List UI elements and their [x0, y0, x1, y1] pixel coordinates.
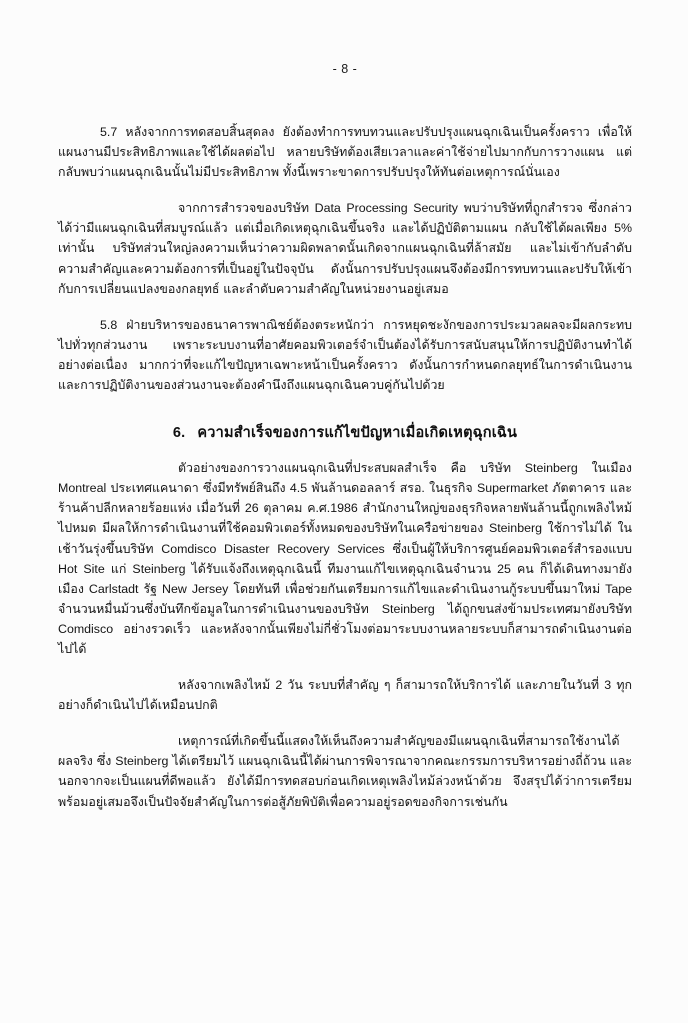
paragraph-text: ตัวอย่างของการวางแผนฉุกเฉินที่ประสบผลสำเร็จ คือ บริษัท Steinberg ในเมือง Montreal ประเทศแคนาดา ซึ่งมีทรัพย์สินถึง 4.5 พันล้านดอลลาร์ สรอ. ในธุรกิจ Supermarket ภัตตาคาร และร้านค้าปลีกหลายร้อยแห่ง เมื่อวันที่ 26 ตุลาคม ค.ศ.1986 สำนักงานใหญ่ของธุรกิจหลายพันล้านนี้ถูกเพลิงไหม้ไปหมด มีผลให้การดำเนินงานที่ใช้คอมพิวเตอร์ทั้งหมดของบริษัทในเครือข่ายของ Steinberg ใช้การไม่ได้ ในเช้าวันรุ่งขึ้นบริษัท Comdisco Disaster Recovery Services ซึ่งเป็นผู้ให้บริการศูนย์คอมพิวเตอร์สำรองแบบ Hot Site แก่ Steinberg ได้รับแจ้งถึงเหตุฉุกเฉินนี้ ทีมงานแก้ไขเหตุฉุกเฉินจำนวน 25 คน ก็ได้เดินทางมายังเมือง Carlstadt รัฐ New Jersey โดยทันที เพื่อช่วยกันเตรียมการแก้ไขและดำเนินงานกู้ระบบขึ้นมาใหม่ Tape จำนวนหมื่นม้วนซึ่งบันทึกข้อมูลในการดำเนินงานของบริษัท Steinberg ได้ถูกขนส่งข้ามประเทศมายังบริษัท Comdisco อย่างรวดเร็ว และหลังจากนั้นเพียงไม่กี่ชั่วโมงต่อมาระบบงานหลายระบบก็สามารถดำเนินงานต่อไปได้: [58, 461, 632, 656]
paragraph-conclusion: [58, 731, 632, 811]
paragraph-5-8: [58, 315, 632, 395]
paragraph-text: หลังจากเพลิงไหม้ 2 วัน ระบบที่สำคัญ ๆ ก็สามารถให้บริการได้ และภายในวันที่ 3 ทุกอย่างก็ดำเนินไปได้เหมือนปกติ: [58, 678, 632, 713]
paragraph-steinberg-case: [58, 458, 632, 659]
section-number: 6.: [172, 425, 186, 442]
paragraph-text: จากการสำรวจของบริษัท Data Processing Security พบว่าบริษัทที่ถูกสำรวจ ซึ่งกล่าวได้ว่ามีแผนฉุกเฉินที่สมบูรณ์แล้ว แต่เมื่อเกิดเหตุฉุกเฉินขึ้นจริง และได้ปฏิบัติตามแผน กลับใช้ได้ผลเพียง 5% เท่านั้น บริษัทส่วนใหญ่ลงความเห็นว่าความผิดพลาดนั้นเกิดจากแผนฉุกเฉินที่ล้าสมัย และไม่เข้ากับลำดับความสำคัญและความต้องการที่เป็นอยู่ในปัจจุบัน ดังนั้นการปรับปรุงแผนจึงต้องมีการทบทวนและปรับให้เข้ากับการเปลี่ยนแปลงของกลยุทธ์ และลำดับความสำคัญในหน่วยงานอยู่เสมอ: [58, 201, 632, 296]
section-heading: [58, 421, 632, 444]
paragraph-text: 5.7 หลังจากการทดสอบสิ้นสุดลง ยังต้องทำการทบทวนและปรับปรุงแผนฉุกเฉินเป็นครั้งคราว เพื่อให้แผนงานมีประสิทธิภาพและใช้ได้ผลต่อไป หลายบริษัทต้องเสียเวลาและค่าใช้จ่ายไปมากกับการวางแผน แต่กลับพบว่าแผนฉุกเฉินนั้นไม่มีประสิทธิภาพ ทั้งนี้เพราะขาดการปรับปรุงให้ทันต่อเหตุการณ์นั่นเอง: [58, 125, 632, 180]
paragraph-after-fire: [58, 675, 632, 715]
paragraph-5-7: [58, 122, 632, 182]
page-number: - 8 -: [332, 62, 358, 76]
section-title: ความสำเร็จของการแก้ไขปัญหาเมื่อเกิดเหตุฉุกเฉิน: [197, 425, 518, 442]
paragraph-data-processing-security: [58, 198, 632, 298]
paragraph-text: 5.8 ฝ่ายบริหารของธนาคารพาณิชย์ต้องตระหนักว่า การหยุดชะงักของการประมวลผลจะมีผลกระทบไปทั่วทุกส่วนงาน เพราะระบบงานที่อาศัยคอมพิวเตอร์จำเป็นต้องได้รับการสนับสนุนให้การปฏิบัติงานทำได้อย่างต่อเนื่อง มากกว่าที่จะแก้ไขปัญหาเฉพาะหน้าเป็นครั้งคราว ดังนั้นการกำหนดกลยุทธ์ในการดำเนินงานและการปฏิบัติงานของส่วนงานจะต้องคำนึงถึงแผนฉุกเฉินควบคู่กันไปด้วย: [58, 317, 632, 393]
paragraph-text: เหตุการณ์ที่เกิดขึ้นนี้แสดงให้เห็นถึงความสำคัญของมีแผนฉุกเฉินที่สามารถใช้งานได้ผลจริง ซึ่ง Steinberg ได้เตรียมไว้ แผนฉุกเฉินนี้ได้ผ่านการพิจารณาจากคณะกรรมการบริหารอย่างถี่ถ้วน และนอกจากจะเป็นแผนที่ดีพอแล้ว ยังได้มีการทดสอบก่อนเกิดเหตุเพลิงไหม้ล่วงหน้าด้วย จึงสรุปได้ว่าการเตรียมพร้อมอยู่เสมอจึงเป็นปัจจัยสำคัญในการต่อสู้ภัยพิบัติเพื่อความอยู่รอดของกิจการเช่นกัน: [58, 734, 632, 809]
